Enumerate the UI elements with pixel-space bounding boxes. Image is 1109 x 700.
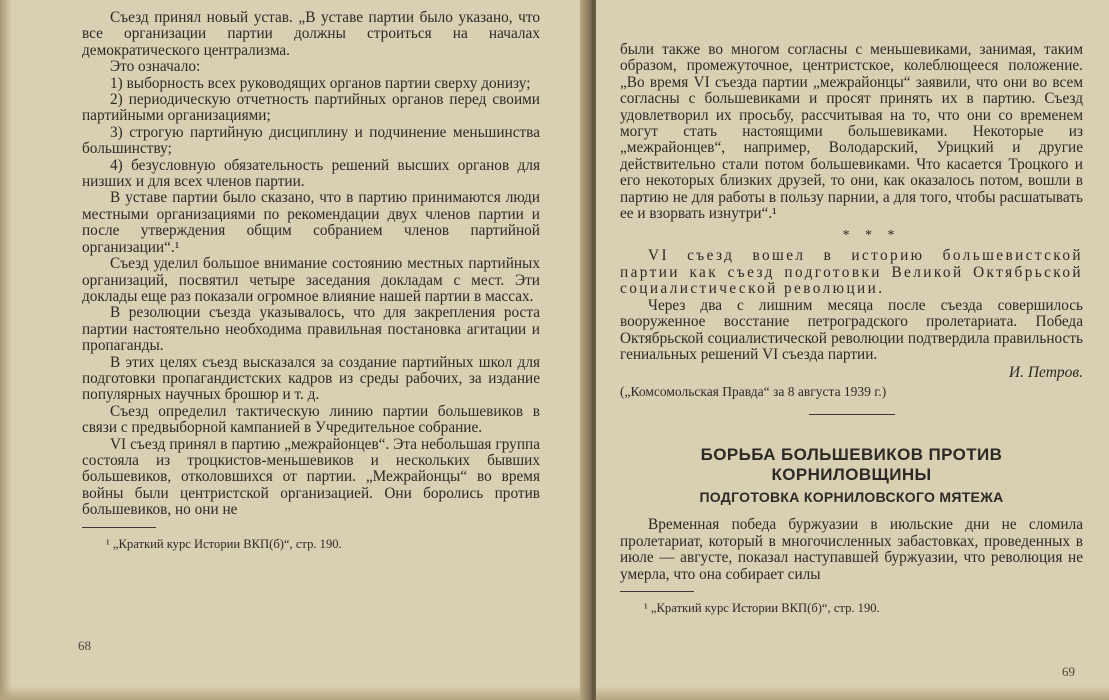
paragraph: VI съезд вошел в историю большевистской партии как съезд подготовки Великой Октябрьской социалистической революции. xyxy=(620,247,1083,298)
paragraph: VI съезд принял в партию „межрайонцев“. Эта небольшая группа состояла из троцкистов-меньшевиков и нескольких бывших большевиков, отколовшихся от партии. „Межрайонцы“ во время войны были центристской организацией. Они боролись против большевиков, но они не xyxy=(82,435,540,519)
paragraph: были также во многом согласны с меньшевиками, занимая, таким образом, промежуточное, центристское, колеблющееся положение. „Во время VI съезда партии „межрайонцы“ заявили, что они во всем согласны с большевиками и просят принять их в партию. Съезд удовлетворил их просьбу, рассчитывая на то, что они со временем могут стать настоящими большевиками. Некоторые из „межрайонцев“, например, Володарский, Урицкий и другие действительно стали потом большевиками. Что касается Троцкого и его некоторых близких друзей, то они, как оказалось потом, вошли в партию не для работы в пользу парнии, а для того, чтобы расшатывать ее и взорвать изнутри“.¹ xyxy=(620,41,1083,223)
paragraph: Через два с лишним месяца после съезда совершилось вооруженное восстание петроградского пролетариата. Победа Октябрьской социалистической революции подтвердила правильность гениальных решений VI съезда партии. xyxy=(620,296,1083,363)
page-bottom-shadow xyxy=(596,686,1109,700)
section-divider xyxy=(809,414,895,415)
source-citation: („Комсомольская Правда“ за 8 августа 1939 г.) xyxy=(620,384,887,400)
section-subheading: ПОДГОТОВКА КОРНИЛОВСКОГО МЯТЕЖА xyxy=(699,489,1004,506)
paragraph: Съезд принял новый устав. „В уставе партии было указано, что все организации партии должны строиться на началах демократического централизма. xyxy=(82,9,540,59)
paragraph: Временная победа буржуазии в июльские дни не сломила пролетариат, который в многочисленных забастовках, проведенных в июле — августе, показал наступавшей буржуазии, что революция не умерла, что она собирает силы xyxy=(620,516,1083,583)
paragraph: Съезд уделил большое внимание состоянию местных партийных организаций, посвятил четыре заседания докладам с мест. Эти доклады еще раз показали огромное влияние нашей партии в массах. xyxy=(82,255,540,305)
paragraph: Съезд определил тактическую линию партии большевиков в связи с предвыборной кампанией в Учредительное собрание. xyxy=(82,402,540,437)
section-heading: БОРЬБА БОЛЬШЕВИКОВ ПРОТИВ КОРНИЛОВЩИНЫ xyxy=(700,445,1003,485)
footnote-divider xyxy=(620,591,694,592)
section-separator: * * * xyxy=(842,228,901,244)
author-signature: И. Петров. xyxy=(1008,364,1083,382)
footnote: ¹ „Краткий курс Истории ВКП(б)“, стр. 190. xyxy=(106,536,342,551)
page-edge-shadow xyxy=(0,0,12,700)
page-bottom-shadow xyxy=(0,686,588,700)
paragraph: В резолюции съезда указывалось, что для закрепления роста партии настоятельно необходима правильная постановка агитации и пропаганды. xyxy=(82,304,540,355)
list-item: 2) периодическую отчетность партийных органов перед своими партийными организациями; xyxy=(82,91,540,125)
page-number: 68 xyxy=(78,638,91,653)
paragraph: В этих целях съезд высказался за создание партийных школ для подготовки пропагандистских кадров из среды рабочих, за издание популярных научных брошюр и т. д. xyxy=(82,353,540,404)
footnote-divider xyxy=(82,527,156,528)
footnote: ¹ „Краткий курс Истории ВКП(б)“, стр. 190. xyxy=(644,600,880,615)
list-item: 1) выборность всех руководящих органов партии сверху донизу; xyxy=(110,74,531,92)
list-item: 4) безусловную обязательность решений высших органов для низших и для всех членов партии. xyxy=(82,156,540,191)
paragraph: Это означало: xyxy=(110,58,201,76)
right-page xyxy=(596,0,1109,700)
page-number: 69 xyxy=(1062,664,1075,679)
paragraph: В уставе партии было сказано, что в партию принимаются люди местными организациями по рекомендации двух членов партии и после утверждения общим собранием членов партийной организации“.¹ xyxy=(82,189,540,256)
list-item: 3) строгую партийную дисциплину и подчинение меньшинства большинству; xyxy=(82,123,540,158)
